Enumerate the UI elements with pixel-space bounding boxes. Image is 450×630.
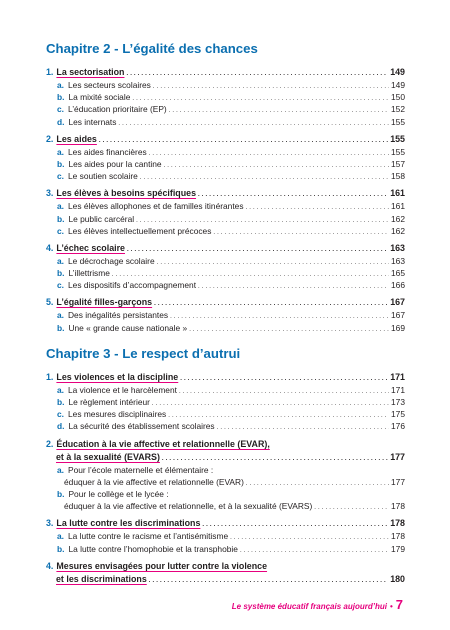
footer-bullet: • <box>389 602 393 611</box>
entry-number: 1. <box>46 371 54 382</box>
table-of-contents <box>46 40 405 591</box>
entry-page: 177 <box>391 476 405 487</box>
leader-dots <box>189 322 389 336</box>
entry-title: Le public carcéral <box>68 213 135 224</box>
entry-title: éduquer à la vie affective et relationnelle (EVAR) <box>64 476 244 487</box>
entry-page: 163 <box>390 242 405 253</box>
entry-title: et les discriminations <box>56 573 147 584</box>
entry-page: 161 <box>390 188 405 199</box>
leader-dots <box>118 116 389 130</box>
entry-number: a. <box>57 310 64 321</box>
toc-section <box>46 242 405 292</box>
toc-subentry[interactable] <box>46 279 405 291</box>
toc-subentry[interactable] <box>46 500 405 512</box>
chapter-title: Chapitre 2 - L’égalité des chances <box>46 41 258 56</box>
toc-subentry[interactable] <box>46 396 405 408</box>
entry-page: 173 <box>391 397 405 407</box>
toc-entry-line1[interactable] <box>46 438 405 451</box>
entry-number: b. <box>57 213 65 224</box>
toc-section <box>46 517 405 554</box>
entry-title: La lutte contre l’homophobie et la transphobie <box>68 543 238 554</box>
chapter-3 <box>46 345 405 586</box>
entry-page: 162 <box>391 213 405 224</box>
toc-subentry[interactable] <box>46 420 405 432</box>
leader-dots <box>246 476 389 490</box>
entry-title: Les élèves intellectuellement précoces <box>68 225 212 236</box>
toc-subentry[interactable] <box>46 255 405 267</box>
entry-number: b. <box>57 543 65 554</box>
entry-number: a. <box>57 80 64 90</box>
toc-subentry[interactable] <box>46 384 405 396</box>
toc-subentry[interactable] <box>46 267 405 279</box>
toc-section <box>46 133 405 183</box>
toc-entry[interactable] <box>46 242 405 255</box>
toc-section <box>46 560 405 586</box>
entry-page: 166 <box>391 280 405 291</box>
entry-page: 171 <box>390 371 405 382</box>
entry-page: 149 <box>390 67 405 77</box>
chapter-2 <box>46 40 405 334</box>
entry-title: Les dispositifs d’accompagnement <box>68 280 197 291</box>
entry-page: 178 <box>391 531 405 542</box>
leader-dots <box>198 279 389 293</box>
entry-number: b. <box>57 397 65 407</box>
entry-number: 2. <box>46 133 54 144</box>
leader-dots <box>217 420 389 434</box>
entry-title: Le décrochage scolaire <box>68 255 155 266</box>
entry-title: Mesures envisagées pour lutter contre la violence <box>56 560 268 571</box>
entry-page: 150 <box>391 92 405 103</box>
entry-title: Les internats <box>68 116 117 127</box>
entry-number: d. <box>57 116 65 127</box>
toc-section <box>46 187 405 237</box>
toc-subentry[interactable] <box>46 158 405 170</box>
toc-section <box>46 371 405 433</box>
entry-title: Une « grande cause nationale » <box>68 322 188 333</box>
entry-number: a. <box>57 146 64 157</box>
entry-page: 163 <box>391 255 405 266</box>
entry-number: a. <box>57 384 64 395</box>
entry-title: Pour l’école maternelle et élémentaire : <box>68 464 214 475</box>
entry-page: 155 <box>391 146 405 157</box>
entry-page: 167 <box>390 297 405 308</box>
entry-number: a. <box>57 201 64 212</box>
entry-number: b. <box>57 92 65 103</box>
chapter-title: Chapitre 3 - Le respect d’autrui <box>46 345 241 361</box>
entry-number: 1. <box>46 67 54 77</box>
entry-page: 178 <box>391 501 405 512</box>
entry-number: b. <box>57 158 65 169</box>
toc-entry-line1[interactable] <box>46 560 405 573</box>
toc-entry[interactable] <box>46 573 405 586</box>
toc-entry[interactable] <box>46 133 405 146</box>
leader-dots <box>314 500 389 514</box>
entry-page: 158 <box>391 171 405 182</box>
entry-number: a. <box>57 531 64 542</box>
leader-dots <box>213 225 389 239</box>
entry-title: La lutte contre le racisme et l’antisémitisme <box>68 531 229 542</box>
entry-number: 4. <box>46 560 54 571</box>
entry-page: 149 <box>391 80 405 90</box>
leader-dots <box>240 543 389 557</box>
entry-number: c. <box>57 171 64 182</box>
entry-number: 3. <box>46 518 54 529</box>
entry-number: c. <box>57 280 64 291</box>
entry-title: Les aides <box>56 133 97 144</box>
entry-number: b. <box>57 488 65 499</box>
footer-book-title: Le système éducatif français aujourd’hui <box>231 602 387 611</box>
toc-section <box>46 438 405 513</box>
toc-section <box>46 296 405 333</box>
toc-subentry[interactable] <box>46 530 405 542</box>
entry-number: d. <box>57 421 65 432</box>
toc-entry[interactable] <box>46 66 405 79</box>
entry-title: Des inégalités persistantes <box>68 310 169 321</box>
entry-title: Le règlement intérieur <box>68 397 150 407</box>
entry-title: Éducation à la vie affective et relationnelle (EVAR), <box>56 438 270 449</box>
toc-subentry[interactable] <box>46 543 405 555</box>
entry-title: Les élèves à besoins spécifiques <box>56 188 197 199</box>
toc-section <box>46 66 405 128</box>
entry-number: 5. <box>46 297 54 308</box>
entry-title: Le soutien scolaire <box>68 171 138 182</box>
entry-title: La mixité sociale <box>68 92 131 103</box>
toc-subentry[interactable] <box>46 116 405 128</box>
entry-number: c. <box>57 409 64 420</box>
entry-title: et à la sexualité (EVARS) <box>56 451 160 462</box>
toc-subentry[interactable] <box>46 408 405 420</box>
entry-title: Les aides financières <box>68 146 147 157</box>
entry-title: La sectorisation <box>56 67 125 77</box>
toc-entry[interactable] <box>46 517 405 530</box>
entry-title: Les secteurs scolaires <box>68 80 151 90</box>
entry-number: 3. <box>46 188 54 199</box>
toc-subentry[interactable] <box>46 170 405 182</box>
entry-page: 165 <box>391 268 405 279</box>
entry-title: L’éducation prioritaire (EP) <box>68 104 167 115</box>
entry-title: La violence et le harcèlement <box>68 384 177 395</box>
toc-subentry[interactable] <box>46 213 405 225</box>
toc-subentry[interactable] <box>46 322 405 334</box>
entry-title: La sécurité des établissement scolaires <box>68 421 215 432</box>
entry-page: 169 <box>391 322 405 333</box>
entry-page: 157 <box>391 158 405 169</box>
entry-page: 161 <box>391 201 405 212</box>
entry-page: 177 <box>390 451 405 462</box>
entry-number: 4. <box>46 242 54 253</box>
entry-page: 167 <box>391 310 405 321</box>
toc-entry[interactable] <box>46 296 405 309</box>
entry-number: c. <box>57 225 64 236</box>
entry-title: Les élèves allophones et de familles itinérantes <box>68 201 244 212</box>
toc-subentry[interactable] <box>46 91 405 103</box>
toc-subentry[interactable] <box>46 476 405 488</box>
leader-dots <box>149 573 388 588</box>
entry-number: 2. <box>46 438 54 449</box>
leader-dots <box>140 170 389 184</box>
toc-subentry[interactable] <box>46 79 405 91</box>
page-footer <box>232 597 403 612</box>
page-number: 7 <box>395 597 403 612</box>
entry-number: b. <box>57 322 65 333</box>
toc-entry[interactable] <box>46 371 405 384</box>
entry-number: a. <box>57 464 64 475</box>
entry-page: 178 <box>390 518 405 529</box>
toc-subentry[interactable] <box>46 309 405 321</box>
toc-subentry[interactable] <box>46 103 405 115</box>
toc-entry[interactable] <box>46 187 405 200</box>
entry-title: éduquer à la vie affective et relationnelle, et à la sexualité (EVARS) <box>64 501 313 512</box>
entry-title: Les aides pour la cantine <box>68 158 162 169</box>
entry-page: 179 <box>391 543 405 554</box>
entry-page: 152 <box>391 104 405 115</box>
entry-number: b. <box>57 268 65 279</box>
entry-title: Pour le collège et le lycée : <box>68 488 169 499</box>
entry-number: a. <box>57 255 64 266</box>
entry-title: Les mesures disciplinaires <box>68 409 167 420</box>
entry-page: 180 <box>390 573 405 584</box>
toc-subentry[interactable] <box>46 146 405 158</box>
entry-title: L’illettrisme <box>68 268 110 279</box>
entry-title: L’échec scolaire <box>56 242 125 253</box>
entry-page: 162 <box>391 225 405 236</box>
entry-title: La lutte contre les discriminations <box>56 518 201 529</box>
entry-page: 155 <box>391 116 405 127</box>
toc-subentry[interactable] <box>46 200 405 212</box>
entry-page: 171 <box>391 384 405 395</box>
toc-entry[interactable] <box>46 451 405 464</box>
entry-page: 155 <box>390 133 405 144</box>
entry-page: 176 <box>391 421 405 432</box>
entry-number: c. <box>57 104 64 115</box>
entry-title: Les violences et la discipline <box>56 371 179 382</box>
entry-title: L’égalité filles-garçons <box>56 297 153 308</box>
toc-subentry[interactable] <box>46 225 405 237</box>
entry-page: 175 <box>391 409 405 420</box>
